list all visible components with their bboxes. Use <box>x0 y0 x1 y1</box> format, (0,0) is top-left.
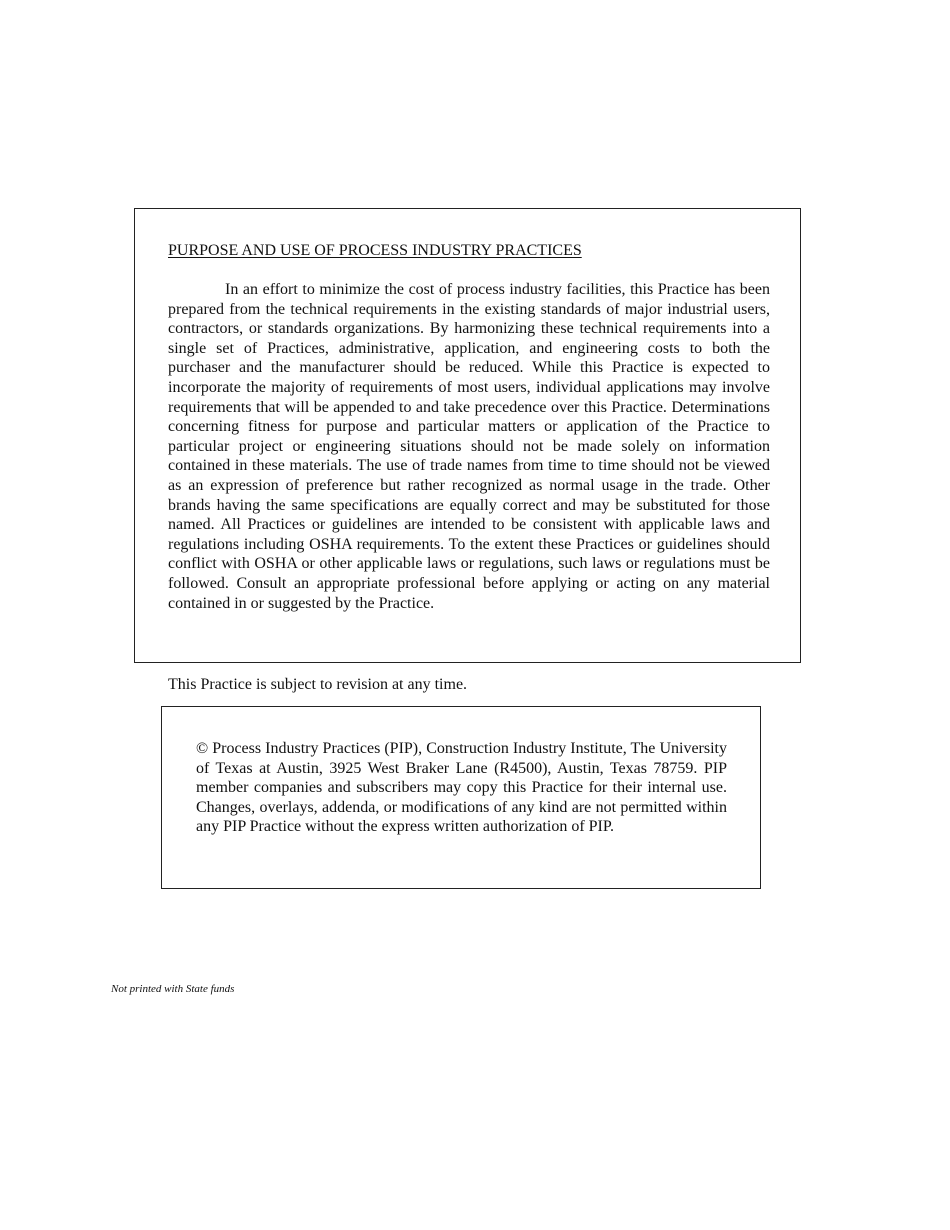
copyright-box <box>161 706 761 889</box>
footer-note: Not printed with State funds <box>111 983 235 995</box>
purpose-section-box <box>134 208 801 663</box>
purpose-heading: PURPOSE AND USE OF PROCESS INDUSTRY PRACTICES <box>168 242 582 259</box>
purpose-body-paragraph: In an effort to minimize the cost of process industry facilities, this Practice has been prepared from the technical requirements in the existing standards of major industrial users, contractors, or standards organizations. By harmonizing these technical requirements into a single set of Practices, administrative, application, and engineering costs to both the purchaser and the manufacturer should be reduced. While this Practice is expected to incorporate the majority of requirements of most users, individual applications may involve requirements that will be appended to and take precedence over this Practice. Determinations concerning fitness for purpose and particular matters or application of the Practice to particular project or engineering situations should not be made solely on information contained in these materials. The use of trade names from time to time should not be viewed as an expression of preference but rather recognized as normal usage in the trade. Other brands having the same specifications are equally correct and may be substituted for those named. All Practices or guidelines are intended to be consistent with applicable laws and regulations including OSHA requirements. To the extent these Practices or guidelines should conflict with OSHA or other applicable laws or regulations, such laws or regulations must be followed. Consult an appropriate professional before applying or acting on any material contained in or suggested by the Practice. <box>168 281 770 612</box>
copyright-text: © Process Industry Practices (PIP), Construction Industry Institute, The University of Texas at Austin, 3925 West Braker Lane (R4500), Austin, Texas 78759. PIP member companies and subscribers may copy this Practice for their internal use. Changes, overlays, addenda, or modifications of any kind are not permitted within any PIP Practice without the express written authorization of PIP. <box>196 740 727 836</box>
revision-note: This Practice is subject to revision at any time. <box>168 676 468 693</box>
